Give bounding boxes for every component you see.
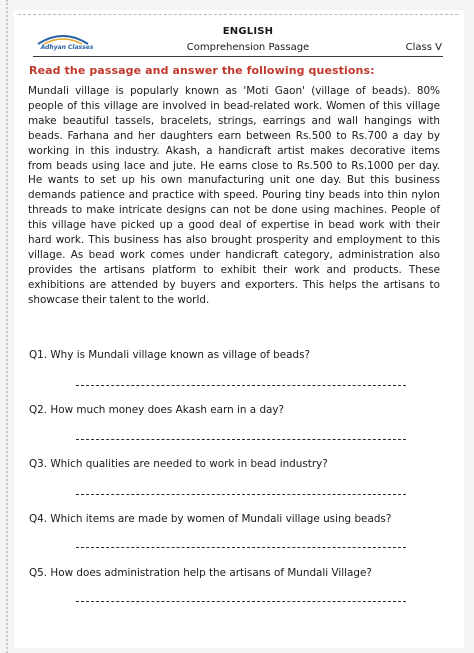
instruction-text: Read the passage and answer the following questions: — [29, 64, 375, 77]
answer-line-5[interactable] — [76, 601, 406, 602]
question-3: Q3. Which qualities are needed to work in bead industry? — [29, 458, 328, 470]
comprehension-passage: Mundali village is popularly known as 'Moti Gaon' (village of beads). 80% people of this village are involved in bead-related work. Women of this village make beautiful tassels, bracelets, strings, earrings and wall hangings with beads. Farhana and her daughters earn between Rs.500 to Rs.700 a day by working in this industry. Akash, a handicraft artist makes decorative items from beads using lace and jute. He earns close to Rs.500 to Rs.1000 per day. He wants to set up his own manufacturing unit one day. But this business demands patience and practice with speed. Pouring tiny beads into thin nylon threads to make intricate designs can not be done using machines. People of this village have picked up a good deal of expertise in bead work with their hard work. This business has also brought prosperity and employment to this village. As bead work comes under handicraft category, administration also provides the artisans platform to exhibit their work and products. These exhibitions are attended by buyers and exporters. This helps the artisans to showcase their talent to the world. — [28, 85, 440, 306]
header-rule — [33, 56, 443, 57]
answer-line-1[interactable] — [76, 385, 406, 386]
logo-text: Adhyan Classes — [40, 44, 94, 51]
answer-line-4[interactable] — [76, 547, 406, 548]
question-4: Q4. Which items are made by women of Mundali village using beads? — [29, 513, 392, 525]
page-edge-decoration — [6, 0, 8, 653]
worksheet-title: Comprehension Passage — [186, 42, 310, 53]
subject-heading: ENGLISH — [222, 26, 274, 37]
logo — [30, 30, 105, 56]
question-5: Q5. How does administration help the artisans of Mundali Village? — [29, 567, 372, 579]
question-1: Q1. Why is Mundali village known as village of beads? — [29, 349, 311, 361]
answer-line-2[interactable] — [76, 439, 406, 440]
class-label: Class V — [405, 42, 442, 53]
answer-line-3[interactable] — [76, 494, 406, 495]
top-dashed-border — [18, 14, 458, 15]
question-2: Q2. How much money does Akash earn in a day? — [29, 404, 285, 416]
